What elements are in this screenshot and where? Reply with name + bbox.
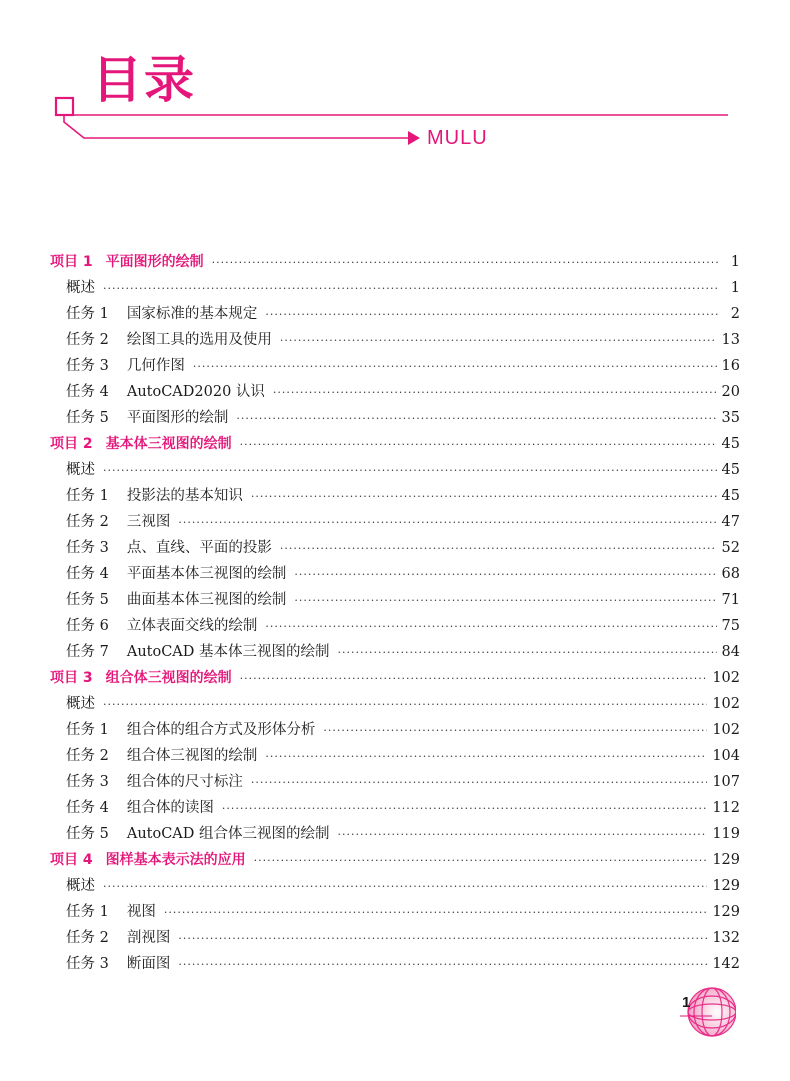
toc-entry-title: 概述 [66,280,95,296]
toc-entry-title: 概述 [66,878,95,894]
toc-entry-page: 1 [730,254,740,270]
toc-entry-title: 组合体三视图的绘制 [126,748,258,764]
toc-entry-title: 投影法的基本知识 [126,488,243,504]
toc-entry-task[interactable] [50,535,740,561]
toc-entry-task[interactable] [50,795,740,821]
toc-entry-number: 任务 2 [66,332,109,348]
toc-entry-title: 三视图 [126,514,171,530]
toc-entry-number: 任务 1 [66,722,109,738]
toc-entry-title: 组合体的组合方式及形体分析 [126,722,316,738]
toc-entry-page: 75 [721,618,740,634]
toc-entry-number: 任务 2 [66,748,109,764]
toc-entry-task[interactable] [50,821,740,847]
toc-entry-number: 项目 4 [50,852,93,868]
toc-entry-page: 16 [721,358,740,374]
toc-entry-task[interactable] [50,379,740,405]
toc-entry-number: 任务 6 [66,618,109,634]
dot-leader [265,614,716,640]
toc-entry-page: 104 [712,748,740,764]
toc-entry-page: 1 [730,280,740,296]
toc-entry-page: 2 [730,306,740,322]
page-badge-icon [676,982,736,1042]
dot-leader [265,744,707,770]
toc-entry-title: AutoCAD 组合体三视图的绘制 [126,826,330,842]
toc-entry-overview[interactable] [50,275,740,301]
toc-entry-task[interactable] [50,899,740,925]
dot-leader [294,588,716,614]
dot-leader [323,718,707,744]
dot-leader [240,666,708,692]
toc-entry-title: 点、直线、平面的投影 [126,540,272,556]
toc-entry-number: 任务 4 [66,384,109,400]
page-title: 目录 [92,51,196,109]
toc-entry-page: 68 [721,566,740,582]
toc-entry-page: 119 [712,826,740,842]
toc-entry-overview[interactable] [50,457,740,483]
toc-entry-title: 曲面基本体三视图的绘制 [126,592,287,608]
toc-entry-number: 任务 4 [66,800,109,816]
dot-leader [178,952,707,978]
toc-entry-page: 45 [721,488,740,504]
dot-leader [280,536,717,562]
toc-entry-task[interactable] [50,405,740,431]
toc-entry-number: 任务 3 [66,956,109,972]
toc-entry-task[interactable] [50,951,740,977]
dot-leader [103,458,717,484]
toc-entry-number: 项目 2 [50,436,93,452]
toc-entry-project[interactable] [50,431,740,457]
toc-entry-number: 项目 1 [50,254,93,270]
toc-entry-title: 剖视图 [126,930,171,946]
toc-entry-title: 组合体的读图 [126,800,214,816]
toc-entry-title: 立体表面交线的绘制 [126,618,258,634]
toc-entry-task[interactable] [50,327,740,353]
toc-entry-title: AutoCAD2020 认识 [126,384,265,400]
toc-entry-page: 102 [712,670,740,686]
toc-entry-title: 平面图形的绘制 [126,410,229,426]
toc-entry-number: 项目 3 [50,670,93,686]
toc-entry-title: 概述 [66,462,95,478]
table-of-contents [50,249,740,977]
toc-entry-page: 107 [712,774,740,790]
toc-entry-number: 任务 5 [66,592,109,608]
toc-entry-number: 任务 3 [66,358,109,374]
dot-leader [338,640,717,666]
page-subtitle: MULU [427,127,488,149]
toc-entry-task[interactable] [50,639,740,665]
toc-entry-page: 102 [712,722,740,738]
dot-leader [254,848,708,874]
toc-entry-number: 任务 3 [66,774,109,790]
dot-leader [265,302,719,328]
toc-entry-task[interactable] [50,561,740,587]
toc-entry-number: 任务 1 [66,306,109,322]
dot-leader [251,484,717,510]
toc-entry-title: 平面基本体三视图的绘制 [126,566,287,582]
toc-entry-page: 129 [712,878,740,894]
toc-entry-project[interactable] [50,847,740,873]
dot-leader [280,328,717,354]
toc-entry-page: 132 [712,930,740,946]
toc-entry-task[interactable] [50,925,740,951]
toc-entry-page: 45 [721,462,740,478]
toc-entry-page: 142 [712,956,740,972]
dot-leader [164,900,707,926]
toc-entry-page: 52 [721,540,740,556]
dot-leader [103,692,707,718]
toc-entry-page: 102 [712,696,740,712]
toc-entry-page: 129 [712,904,740,920]
page-header [0,0,790,170]
toc-entry-project[interactable] [50,249,740,275]
toc-entry-number: 任务 1 [66,904,109,920]
toc-entry-task[interactable] [50,301,740,327]
toc-entry-page: 71 [721,592,740,608]
toc-entry-page: 129 [712,852,740,868]
toc-entry-page: 84 [721,644,740,660]
dot-leader [251,770,707,796]
toc-entry-number: 任务 2 [66,514,109,530]
dot-leader [103,276,719,302]
toc-entry-title: 图样基本表示法的应用 [105,852,246,868]
toc-entry-number: 任务 2 [66,930,109,946]
toc-entry-title: 断面图 [126,956,171,972]
toc-entry-task[interactable] [50,587,740,613]
toc-entry-page: 45 [721,436,740,452]
toc-entry-overview[interactable] [50,691,740,717]
dot-leader [178,510,716,536]
dot-leader [222,796,707,822]
toc-entry-title: AutoCAD 基本体三视图的绘制 [126,644,330,660]
toc-entry-number: 任务 5 [66,826,109,842]
toc-entry-number: 任务 1 [66,488,109,504]
toc-entry-page: 20 [721,384,740,400]
toc-entry-title: 国家标准的基本规定 [126,306,258,322]
toc-entry-task[interactable] [50,769,740,795]
toc-entry-task[interactable] [50,613,740,639]
dot-leader [240,432,717,458]
toc-entry-number: 任务 5 [66,410,109,426]
page-number: 1 [682,994,691,1011]
toc-entry-project[interactable] [50,665,740,691]
toc-entry-page: 35 [721,410,740,426]
toc-entry-title: 视图 [126,904,156,920]
toc-entry-page: 47 [721,514,740,530]
dot-leader [236,406,716,432]
dot-leader [212,250,719,276]
dot-leader [178,926,707,952]
toc-entry-number: 任务 7 [66,644,109,660]
toc-entry-title: 组合体的尺寸标注 [126,774,243,790]
dot-leader [294,562,716,588]
toc-entry-task[interactable] [50,353,740,379]
toc-entry-task[interactable] [50,509,740,535]
toc-entry-number: 任务 4 [66,566,109,582]
dot-leader [338,822,708,848]
toc-entry-title: 基本体三视图的绘制 [105,436,232,452]
dot-leader [273,380,717,406]
toc-entry-title: 概述 [66,696,95,712]
toc-entry-task[interactable] [50,743,740,769]
dot-leader [193,354,717,380]
toc-entry-title: 绘图工具的选用及使用 [126,332,272,348]
toc-entry-title: 组合体三视图的绘制 [105,670,232,686]
toc-entry-overview[interactable] [50,873,740,899]
toc-entry-title: 平面图形的绘制 [105,254,204,270]
toc-entry-task[interactable] [50,483,740,509]
toc-entry-page: 13 [721,332,740,348]
toc-entry-page: 112 [712,800,740,816]
toc-entry-task[interactable] [50,717,740,743]
dot-leader [103,874,707,900]
toc-entry-title: 几何作图 [126,358,185,374]
toc-entry-number: 任务 3 [66,540,109,556]
